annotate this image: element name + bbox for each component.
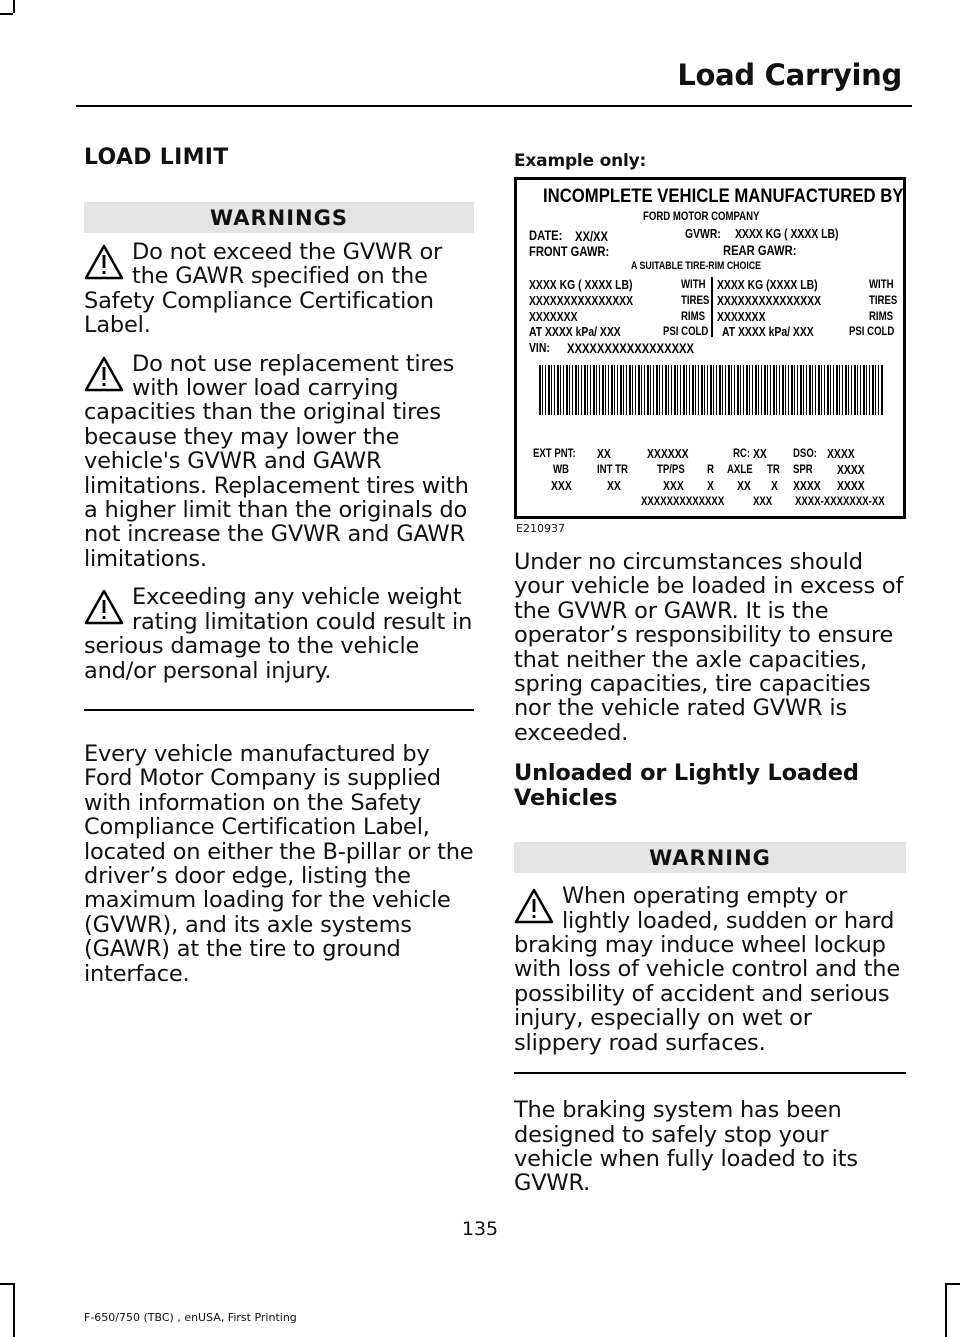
- label-rear-rims: RIMS: [869, 309, 893, 323]
- warning-triangle-icon: [84, 589, 124, 625]
- label-dso-key: DSO:: [793, 446, 817, 460]
- right-column: [514, 145, 906, 173]
- label-tp-ps: TP/PS: [657, 462, 685, 476]
- label-front-kg: XXXX KG ( XXXX LB): [529, 277, 633, 292]
- warning-item: [84, 585, 474, 683]
- footer-edition: F-650/750 (TBC) , enUSA, First Printing: [84, 1311, 297, 1324]
- crop-mark-bottom-left: [13, 1283, 15, 1337]
- section-heading-load-limit: LOAD LIMIT: [84, 145, 229, 170]
- section-subheading: Unloaded or Lightly Loaded Vehicles: [514, 760, 859, 812]
- page-number: 135: [461, 1218, 499, 1240]
- label-rc-value: XX: [753, 446, 767, 461]
- label-axle: AXLE: [727, 462, 753, 476]
- label-axle-value: XX: [737, 478, 751, 493]
- warning-triangle-icon: [84, 356, 124, 392]
- label-wb: WB: [553, 462, 569, 476]
- label-front-at: AT XXXX kPa/ XXX: [529, 324, 621, 339]
- label-rc-key: RC:: [733, 446, 751, 460]
- crop-mark-bottom-right: [945, 1283, 947, 1337]
- warning-text: When operating empty or lightly loaded, sudden or hard braking may induce wheel lockup with loss of vehicle control and the possibility of accident and serious injury, especially on wet or slippery road surfaces.: [514, 883, 900, 1056]
- warning-text: Do not use replacement tires with lower load carrying capacities than the original tires because they may lower the vehicle's GVWR and GAWR limitations. Replacement tires with a higher limit than the originals do not increase the GVWR and GAWR limitations.: [84, 350, 469, 572]
- label-spr: SPR: [793, 462, 813, 476]
- vin-barcode: [539, 365, 883, 415]
- label-tp-value: XXX: [663, 478, 684, 493]
- label-front-tires: TIRES: [681, 293, 710, 307]
- label-date-key: DATE:: [529, 227, 563, 243]
- label-tr: TR: [767, 462, 780, 476]
- page-section-title: Load Carrying: [677, 58, 902, 92]
- crop-mark-top-left: [13, 0, 15, 13]
- label-r: R: [707, 462, 714, 476]
- crop-mark-bottom-right-h: [947, 1283, 960, 1285]
- label-bottom-code-2: XXX: [753, 494, 773, 508]
- label-rear-kg: XXXX KG (XXXX LB): [717, 277, 818, 292]
- label-front-rims: RIMS: [681, 309, 705, 323]
- label-ext-value-2: XXXXXX: [647, 446, 689, 461]
- label-dso-value: XXXX: [827, 446, 855, 461]
- figure-id: E210937: [516, 522, 565, 535]
- section-divider: [514, 1072, 906, 1074]
- label-front-psi: PSI COLD: [663, 324, 709, 338]
- label-spr-value-3: XXXX: [837, 478, 865, 493]
- label-vin-key: VIN:: [529, 340, 550, 355]
- body-paragraph: The braking system has been designed to safely stop your vehicle when fully loaded to its GVWR.: [514, 1097, 858, 1197]
- label-gvwr-key: GVWR:: [685, 226, 721, 241]
- label-r-value: X: [707, 478, 714, 493]
- label-int-tr: INT TR: [597, 462, 628, 476]
- warnings-banner: WARNINGS: [84, 202, 474, 233]
- body-paragraph: Under no circumstances should your vehicle be loaded in excess of the GVWR or GAWR. It is the operator’s responsibility to ensure that neither the axle capacities, spring capacities, tire capacities nor the vehicle rated GVWR is exceeded.: [514, 549, 904, 746]
- label-front-x15: XXXXXXXXXXXXXXX: [529, 293, 634, 308]
- label-ext-value: XX: [597, 446, 611, 461]
- warning-text: Do not exceed the GVWR or the GAWR specified on the Safety Compliance Certification Label.: [84, 239, 443, 339]
- label-rear-tires: TIRES: [869, 293, 898, 307]
- label-spr-value: XXXX: [837, 462, 865, 477]
- warning-item: [84, 240, 474, 338]
- warning-banner: WARNING: [514, 842, 906, 873]
- warning-triangle-icon: [514, 888, 554, 924]
- crop-mark-top-left-h: [0, 13, 13, 15]
- label-spr-value-2: XXXX: [793, 478, 821, 493]
- label-rear-gawr: REAR GAWR:: [723, 242, 797, 258]
- label-ext-pnt: EXT PNT:: [533, 446, 576, 460]
- warning-item: [84, 352, 474, 572]
- label-bottom-code-3: XXXX-XXXXXXX-XX: [795, 494, 885, 508]
- label-int-value: XX: [607, 478, 621, 493]
- left-column: [84, 145, 474, 986]
- label-wb-value: XXX: [551, 478, 572, 493]
- label-rear-at: AT XXXX kPa/ XXX: [722, 324, 814, 339]
- right-column-body: [514, 550, 906, 1196]
- label-rear-x15: XXXXXXXXXXXXXXX: [717, 293, 822, 308]
- label-bottom-code-1: XXXXXXXXXXXXX: [641, 494, 725, 508]
- body-paragraph: Every vehicle manufactured by Ford Motor Company is supplied with information on the Safety Compliance Certification Label, located on either the B-pillar or the driver’s door edge, listing the maximum loading for the vehicle (GVWR), and its axle systems (GAWR) at the tire to ground interface.: [84, 740, 474, 987]
- label-column-separator: [711, 277, 713, 337]
- warning-triangle-icon: [84, 244, 124, 280]
- warning-text: Exceeding any vehicle weight rating limitation could result in serious damage to the vehicle and/or personal injury.: [84, 584, 473, 684]
- label-front-gawr: FRONT GAWR:: [529, 243, 610, 259]
- label-rear-x7: XXXXXXX: [717, 309, 766, 324]
- warning-item: [514, 884, 906, 1055]
- label-gvwr-value: XXXX KG ( XXXX LB): [735, 226, 839, 241]
- crop-mark-bottom-left-h: [0, 1283, 13, 1285]
- section-divider: [84, 709, 474, 711]
- label-date-value: XX/XX: [575, 228, 608, 244]
- label-vin-value: XXXXXXXXXXXXXXXXX: [567, 340, 694, 356]
- label-front-with: WITH: [681, 277, 706, 291]
- label-title: INCOMPLETE VEHICLE MANUFACTURED BY: [543, 186, 904, 207]
- certification-label-illustration: [514, 177, 906, 519]
- label-tire-rim: A SUITABLE TIRE-RIM CHOICE: [631, 260, 762, 272]
- label-tr-value: X: [771, 478, 778, 493]
- example-caption: Example only:: [514, 151, 647, 171]
- header-divider: [76, 105, 912, 107]
- label-company: FORD MOTOR COMPANY: [643, 209, 760, 223]
- label-rear-psi: PSI COLD: [849, 324, 895, 338]
- label-rear-with: WITH: [869, 277, 894, 291]
- label-front-x7: XXXXXXX: [529, 309, 578, 324]
